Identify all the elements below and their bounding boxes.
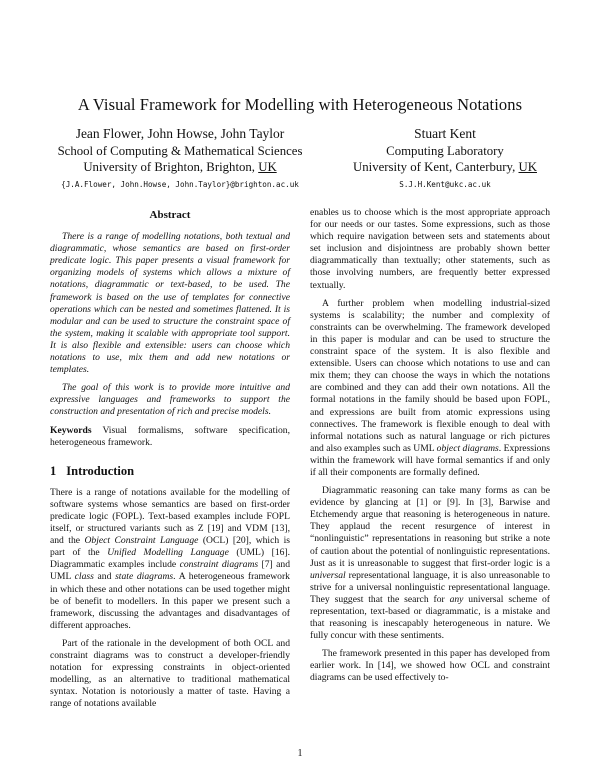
body-paragraph: Diagrammatic reasoning can take many forms as can be evidence by glancing at [1] or [9]. In [3], Barwise and Etchemendy argue that reasoning is heterogeneous in nature. They applaud the recent resurgence of interest in “nonlinguistic” representations in reasoning but strike a note of caution about the potential of nonlinguistic representations. Just as it is unreasonable to suggest that first-order logic is a universal representational language, it is also unreasonable to strive for a universal nonlinguistic representational language. They suggest that the search for any universal scheme of representation, text-based or diagrammatic, is a mistake and that reasoning is inescapably heterogeneous in nature. We fully concur with these sentiments. xyxy=(310,485,550,642)
author-block-brighton xyxy=(40,126,320,192)
page-number: 1 xyxy=(297,748,303,759)
abstract-paragraph: There is a range of modelling notations, both textual and diagrammatic, whose semantics are based on first-order predicate logic. This paper presents a visual framework for organizing models of systems which allows a mixture of notations, diagrammatic or text-based, to be used. The framework is based on the use of templates for connective operations which can be nested and sometimes flattened. It is modular and can be used to structure the constraint space of the system, making it scalable with appropriate tool support. It is also flexible and extensible: users can choose which notations to use, mix them and add new notations or templates. xyxy=(50,231,290,376)
author-university xyxy=(40,159,320,175)
abstract-heading: Abstract xyxy=(149,209,191,221)
author-names: Jean Flower, John Howse, John Taylor xyxy=(75,126,285,141)
keywords-label: Keywords xyxy=(50,424,92,436)
author-block-kent xyxy=(320,126,570,192)
body-paragraph: Part of the rationale in the development of both OCL and constraint diagrams was to construct a developer-friendly notation for expressing constraints in object-oriented modelling, as an alternative to traditional mathematical syntax. Notation is notoriously a matter of taste. Having a range of notations available xyxy=(50,637,290,710)
abstract-paragraph: The goal of this work is to provide more intuitive and expressive languages and frameworks to support the construction and presentation of rich and precise models. xyxy=(50,382,290,418)
author-affiliation: Computing Laboratory xyxy=(386,144,504,158)
body-paragraph: There is a range of notations available for the modelling of software systems whose semantics are based on first-order predicate logic (FOPL). Text-based examples include FOPL itself, or structured variants such as Z [19] and VDM [13], and the Object Constraint Language (OCL) [20], which is part of the Unified Modelling Language (UML) [16]. Diagrammatic examples include constraint diagrams [7] and UML class and state diagrams. A heterogeneous framework in which these and other notations can be used together might be of benefit to modellers. In this paper we present such a framework, discussing the advantages and disadvantages of different approaches. xyxy=(50,486,291,631)
keywords-text: Visual formalisms, software specification, heterogeneous framework. xyxy=(50,424,290,448)
author-email: S.J.H.Kent@ukc.ac.uk xyxy=(399,180,491,189)
author-names: Stuart Kent xyxy=(414,126,476,141)
university-name: University of Kent, Canterbury, xyxy=(353,160,519,174)
keywords xyxy=(50,425,290,449)
author-university xyxy=(320,159,570,175)
country-link[interactable]: UK xyxy=(518,160,537,174)
author-affiliation: School of Computing & Mathematical Sciences xyxy=(57,144,303,158)
paper-title: A Visual Framework for Modelling with Heterogeneous Notations xyxy=(77,95,523,114)
left-column xyxy=(50,207,290,716)
section-number: 1 xyxy=(50,463,57,478)
right-column xyxy=(310,207,550,691)
body-paragraph: The framework presented in this paper has developed from earlier work. In [14], we showed how OCL and constraint diagrams can be used effectively to- xyxy=(310,648,550,684)
country-link[interactable]: UK xyxy=(258,160,277,174)
body-paragraph: enables us to choose which is the most appropriate approach for our needs or our tastes. Some expressions, such as those which require navigation between sets and statements about set inclusion and disjointness are probably shown better diagrammatically than textually; other statements, such as those involving numbers, are frequently better expressed textually. xyxy=(310,207,550,291)
body-paragraph: A further problem when modelling industrial-sized systems is scalability; the number and complexity of constraints can be overwhelming. The framework developed in this paper is modular and can be used to structure the constraint space of the system. It is also flexible and extensible. Users can choose which notations to use and can mix them; they can choose the ways in which the notations are combined and they can add their own notations. All the formal notations in the family should be based upon FOPL, and expressions are built from atomic expressions using connectives. The framework is flexible enough to deal with informal notations such as natural language or rich pictures and also examples such as UML object diagrams. Expressions within the framework will have formal semantics if and only if all their components are formally defined. xyxy=(310,297,550,478)
university-name: University of Brighton, Brighton, xyxy=(83,160,259,174)
author-email: {J.A.Flower, John.Howse, John.Taylor}@brighton.ac.uk xyxy=(61,180,299,189)
section-title: Introduction xyxy=(66,463,135,478)
section-heading xyxy=(50,465,290,477)
